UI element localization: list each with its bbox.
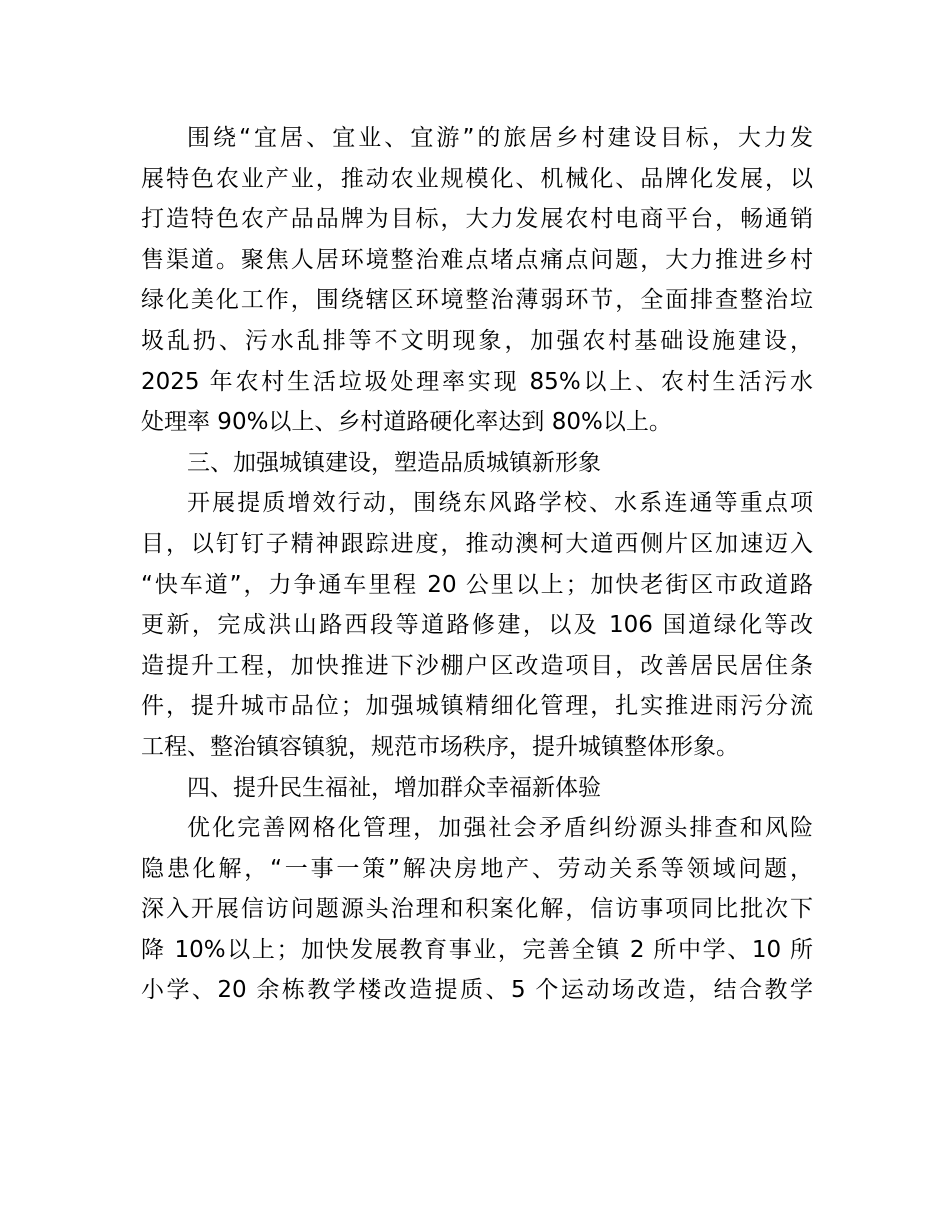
text-line: 更新，完成洪山路西段等道路修建，以及 106 国道绿化等改 [141, 612, 813, 639]
text-line: 售渠道。聚焦人居环境整治难点堵点痛点问题，大力推进乡村 [141, 246, 813, 273]
text-line: 小学、20 余栋教学楼改造提质、5 个运动场改造，结合教学 [141, 977, 813, 1004]
text-line: 开展提质增效行动，围绕东风路学校、水系连通等重点项 [187, 490, 813, 517]
text-line: 造提升工程，加快推进下沙棚户区改造项目，改善居民居住条 [141, 652, 813, 679]
text-line: 围绕“宜居、宜业、宜游”的旅居乡村建设目标，大力发 [187, 125, 813, 151]
text-line: 优化完善网格化管理，加强社会矛盾纠纷源头排查和风险 [187, 815, 813, 842]
text-line: 深入开展信访问题源头治理和积案化解，信访事项同比批次下 [141, 896, 813, 923]
text-line: 处理率 90%以上、乡村道路硬化率达到 80%以上。 [141, 409, 672, 436]
text-line: 绿化美化工作，围绕辖区环境整治薄弱环节，全面排查整治垃 [141, 287, 813, 314]
paragraph-rural-construction [141, 118, 813, 443]
text-line: 件，提升城市品位；加强城镇精细化管理，扎实推进雨污分流 [141, 693, 813, 720]
section-heading-4: 四、提升民生福祉，增加群众幸福新体验 [187, 774, 601, 801]
section-heading-3: 三、加强城镇建设，塑造品质城镇新形象 [187, 449, 601, 476]
paragraph-urban-construction [141, 483, 813, 767]
text-line: 打造特色农产品品牌为目标，大力发展农村电商平台，畅通销 [141, 206, 813, 233]
document-body [141, 118, 813, 1011]
text-line: 隐患化解，“一事一策”解决房地产、劳动关系等领域问题， [141, 855, 813, 882]
paragraph-livelihood [141, 808, 813, 1011]
text-line: 降 10%以上；加快发展教育事业，完善全镇 2 所中学、10 所 [141, 936, 813, 963]
text-line: 2025 年农村生活垃圾处理率实现 85%以上、农村生活污水 [141, 368, 813, 395]
text-line: 目，以钉钉子精神跟踪进度，推动澳柯大道西侧片区加速迈入 [141, 530, 813, 557]
text-line: 工程、整治镇容镇貌，规范市场秩序，提升城镇整体形象。 [141, 733, 739, 760]
text-line: “快车道”，力争通车里程 20 公里以上；加快老街区市政道路 [141, 571, 813, 598]
text-line: 展特色农业产业，推动农业规模化、机械化、品牌化发展，以 [141, 165, 813, 192]
text-line: 圾乱扔、污水乱排等不文明现象，加强农村基础设施建设， [141, 327, 813, 354]
